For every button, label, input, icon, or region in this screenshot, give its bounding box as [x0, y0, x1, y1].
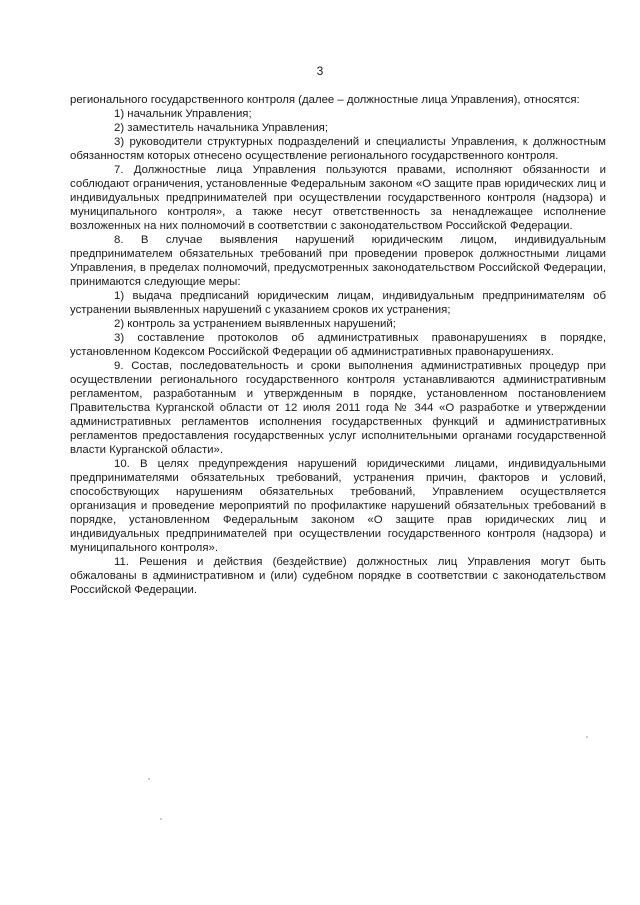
paragraph: 11. Решения и действия (бездействие) должностных лиц Управления могут быть обжалованы в административном и (или) судебном порядке в соответствии с законодательством Российской Федерации. — [70, 556, 606, 596]
scan-speck — [586, 736, 588, 738]
document-body — [70, 93, 606, 597]
paragraph: 1) выдача предписаний юридическим лицам, индивидуальным предпринимателям об устранении выявленных нарушений с указанием сроков их устранения; — [70, 290, 606, 316]
paragraph: 1) начальник Управления; — [114, 108, 252, 120]
paragraph: 3) составление протоколов об административных правонарушениях в порядке, установленном Кодексом Российской Федерации об административных правонарушениях. — [70, 332, 606, 358]
paragraph: 10. В целях предупреждения нарушений юридическими лицами, индивидуальными предпринимателями обязательных требований, устранения причин, факторов и условий, способствующих нарушениям обязательных требований, Управлением осуществляется организация и проведение мероприятий по профилактике нарушений обязательных требований в порядке, установленном Федеральным законом «О защите прав юридических лиц и индивидуальных предпринимателей при осуществлении государственного контроля (надзора) и муниципального контроля». — [70, 458, 606, 554]
paragraph: 8. В случае выявления нарушений юридическим лицом, индивидуальным предпринимателем обязательных требований при проведении проверок должностными лицами Управления, в пределах полномочий, предусмотренных законодательством Российской Федерации, принимаются следующие меры: — [70, 234, 606, 288]
scan-speck — [160, 818, 162, 820]
paragraph: 9. Состав, последовательность и сроки выполнения административных процедур при осуществлении регионального государственного контроля устанавливаются административным регламентом, разработанным и утвержденным в порядке, установленном постановлением Правительства Курганской области от 12 июля 2011 года № 344 «О разработке и утверждении административных регламентов исполнения государственных функций и административных регламентов предоставления государственных услуг исполнительными органами государственной власти Курганской области». — [70, 360, 606, 456]
page-number: 3 — [316, 64, 324, 78]
paragraph: 2) заместитель начальника Управления; — [114, 122, 329, 134]
paragraph: 2) контроль за устранением выявленных нарушений; — [114, 318, 396, 330]
scan-speck — [148, 778, 150, 780]
paragraph: 3) руководители структурных подразделений и специалисты Управления, к должностным обязанностям которых отнесено осуществление регионального государственного контроля. — [70, 136, 606, 162]
paragraph: 7. Должностные лица Управления пользуются правами, исполняют обязанности и соблюдают ограничения, установленные Федеральным законом «О защите прав юридических лиц и индивидуальных предпринимателей при осуществлении государственного контроля (надзора) и муниципального контроля», а также несут ответственность за ненадлежащее исполнение возложенных на них полномочий в соответствии с законодательством Российской Федерации. — [70, 164, 606, 232]
paragraph: регионального государственного контроля (далее – должностные лица Управления), относятся: — [70, 94, 580, 106]
